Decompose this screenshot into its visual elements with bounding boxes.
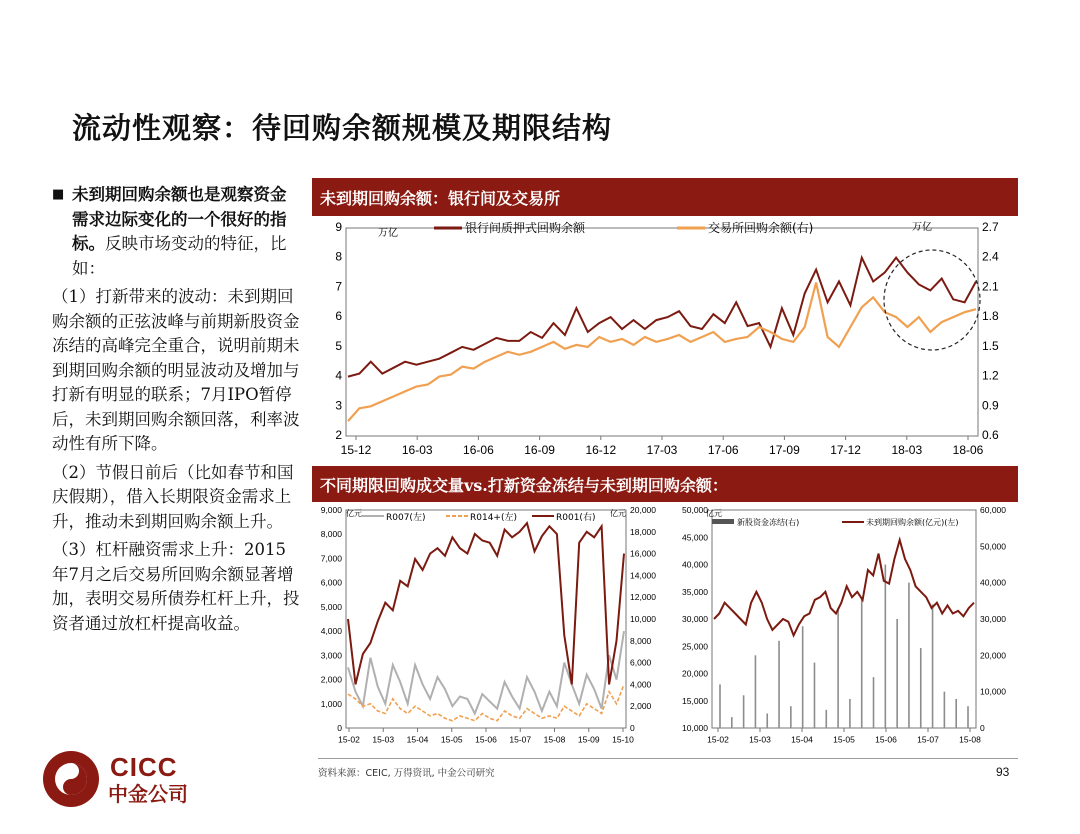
x-tick-label: 15-04 [791,734,813,745]
x-tick-label: 16-09 [524,443,555,457]
y2-tick-label: 0.9 [982,398,999,413]
y2-tick-label: 1.5 [982,338,999,353]
y2-tick-label: 10,000 [980,686,1006,697]
legend-label-balance: 未到期回购余额(亿元)(左) [866,518,959,527]
x-tick-label: 18-06 [952,443,984,457]
x-tick-label: 15-08 [959,734,981,745]
x-tick-label: 17-03 [646,443,678,457]
right-unit-label: 亿元 [610,509,626,518]
footer-source: 资料来源：CEIC, 万得资讯, 中金公司研究 [318,768,495,779]
legend-label-ipo: 新股资金冻结(右) [737,518,800,527]
y2-tick-label: 60,000 [980,505,1006,515]
y-tick-label: 3,000 [320,650,342,661]
y-tick-label: 9,000 [320,505,342,515]
left-text-column [52,183,300,640]
ipo-bar [861,597,863,728]
x-tick-label: 15-03 [749,734,771,745]
y-tick-label: 9 [335,220,342,234]
y2-tick-label: 16,000 [630,548,656,559]
y2-tick-label: 40,000 [980,577,1006,588]
series-line-2 [348,523,624,684]
ipo-bar [719,684,721,728]
y2-tick-label: 0 [630,723,635,733]
ipo-bar [896,619,898,728]
y2-tick-label: 1.2 [982,368,999,383]
y2-tick-label: 2.4 [982,249,999,264]
x-tick-label: 15-02 [338,734,360,745]
unit-label: 亿元 [706,509,722,518]
chart-bank-exchange-repo [312,216,1018,466]
y-tick-label: 5,000 [320,601,342,612]
ipo-bar [955,699,957,728]
chart-ipo-freeze [664,502,1020,754]
series-line-1 [714,540,974,635]
y-tick-label: 0 [337,723,342,733]
legend [362,511,595,523]
page-title: 流动性观察：待回购余额规模及期限结构 [72,111,613,145]
ipo-bar [755,655,757,728]
ipo-bar [790,706,792,728]
legend-label-interbank: 银行间质押式回购余额 [465,221,586,235]
cicc-logo-icon [40,748,102,810]
y2-tick-label: 2.7 [982,220,999,234]
y2-tick-label: 1.8 [982,309,999,324]
ipo-bar [908,583,910,728]
x-tick-label: 18-03 [891,443,923,457]
y2-tick-label: 6,000 [630,657,652,668]
y2-tick-label: 12,000 [630,592,656,603]
y2-tick-label: 0 [980,723,985,733]
ipo-bar [873,677,875,728]
ipo-bar [743,695,745,728]
ipo-bar [885,565,887,729]
y-tick-label: 35,000 [682,586,708,597]
series-line-0 [348,631,624,713]
logo-text-cn: 中金公司 [108,782,188,806]
x-tick-label: 15-06 [875,734,897,745]
paragraph-2: （2）节假日前后（比如春节和国庆假期），借入长期限资金需求上升，推动未到期回购余额上升。 [52,462,294,531]
legend-swatch-ipo [712,519,734,524]
x-tick-label: 15-04 [406,734,429,745]
footer-rule [318,758,1018,759]
ipo-bar [814,663,816,728]
y-tick-label: 4,000 [320,626,342,637]
y-tick-label: 8,000 [320,529,342,540]
x-tick-label: 15-06 [475,734,497,745]
series-line-1 [348,283,976,422]
legend-label-r007: R007(左) [386,513,426,523]
x-tick-label: 15-05 [833,734,855,745]
y-tick-label: 25,000 [682,641,708,652]
y-tick-label: 2 [335,428,342,442]
x-tick-label: 15-10 [612,734,634,745]
y-tick-label: 4 [335,368,342,383]
panel1-header-text: 未到期回购余额：银行间及交易所 [320,188,561,208]
x-tick-label: 15-03 [372,734,395,745]
panel1-header [312,178,1018,216]
left-unit-label: 万亿 [378,228,398,239]
bullet-paragraph [52,183,300,285]
y2-tick-label: 4,000 [630,679,652,690]
square-bullet-icon: ■ [52,187,65,202]
ipo-bar [837,608,839,728]
x-tick-label: 15-05 [440,734,463,745]
ipo-bar [967,706,969,728]
y-tick-label: 1,000 [320,698,342,709]
y-tick-label: 3 [335,398,342,413]
ipo-bar [802,626,804,728]
y2-tick-label: 20,000 [630,505,656,515]
x-tick-label: 15-08 [543,734,566,745]
y2-tick-label: 10,000 [630,614,656,624]
x-tick-label: 17-12 [830,443,861,457]
plot-frame [346,510,626,728]
x-tick-label: 15-07 [509,734,532,745]
y2-tick-label: 20,000 [980,650,1006,661]
y2-tick-label: 2.1 [982,279,999,294]
x-tick-label: 15-02 [707,734,729,745]
x-tick-label: 16-03 [401,443,433,457]
legend [712,517,958,527]
y-tick-label: 5 [335,338,342,353]
chart-repo-volume [312,502,662,754]
y-tick-label: 40,000 [682,559,708,570]
paragraph-3: （3）杠杆融资需求上升：2015年7月之后交易所回购余额显著增加，表明交易所债券杠杆上升，投资者通过放杠杆提高收益。 [52,540,300,633]
x-tick-label: 16-06 [463,443,494,457]
y2-tick-label: 0.6 [982,428,999,442]
x-tick-label: 15-12 [340,443,372,457]
legend-label-exchange: 交易所回购余额(右) [708,221,814,235]
y-tick-label: 2,000 [320,674,342,685]
ipo-bar [920,648,922,728]
y-tick-label: 7,000 [320,553,342,564]
ipo-bar [849,699,851,728]
panel2-header-text: 不同期限回购成交量vs.打新资金冻结与未到期回购余额： [320,475,728,495]
y-tick-label: 20,000 [682,668,708,679]
page-number: 93 [996,765,1010,779]
logo-text-en: CICC [110,752,178,782]
ipo-bar [778,641,780,728]
y-tick-label: 6 [335,309,342,324]
ipo-bar [766,713,768,728]
y-tick-label: 15,000 [682,695,708,706]
bold-lead-text: 未到期回购余额也是观察资金需求边际变化的一个很好的指标。 [72,185,287,253]
ipo-bar [731,717,733,728]
legend-label-r014: R014+(左) [470,513,517,523]
ipo-bar [932,604,934,728]
y-tick-label: 7 [335,279,342,294]
lead-rest-text: 反映市场变动的特征，比如： [72,234,287,278]
right-unit-label: 万亿 [912,222,932,233]
left-unit-label: 亿元 [346,509,362,518]
x-tick-label: 15-07 [917,734,939,745]
series-line-0 [348,258,976,377]
y2-tick-label: 2,000 [630,701,652,712]
y-tick-label: 45,000 [682,532,708,543]
x-tick-label: 15-09 [577,734,600,745]
x-tick-label: 16-12 [585,443,617,457]
y2-tick-label: 8,000 [630,635,652,646]
plot-frame [712,510,976,728]
ipo-bar [825,710,827,728]
y2-tick-label: 18,000 [630,526,656,537]
ipo-bar [944,692,946,728]
legend-label-r001: R001(右) [556,513,596,523]
y2-tick-label: 30,000 [980,614,1006,624]
y-tick-label: 30,000 [682,614,708,624]
y-tick-label: 6,000 [320,577,342,588]
y-tick-label: 10,000 [682,723,708,733]
y-tick-label: 50,000 [682,505,708,515]
y2-tick-label: 14,000 [630,570,656,581]
x-tick-label: 17-09 [769,443,800,457]
x-tick-label: 17-06 [707,443,739,457]
panel2-header [312,466,1018,502]
y2-tick-label: 50,000 [980,541,1006,552]
y-tick-label: 8 [335,249,342,264]
paragraph-1: （1）打新带来的波动：未到期回购余额的正弦波峰与前期新股资金冻结的高峰完全重合，说明前期未到期回购余额的明显波动及增加与打新有明显的联系；7月IPO暂停后，未到期回购余额回落，利率波动性有所下降。 [52,287,300,453]
plot-frame [346,228,978,436]
